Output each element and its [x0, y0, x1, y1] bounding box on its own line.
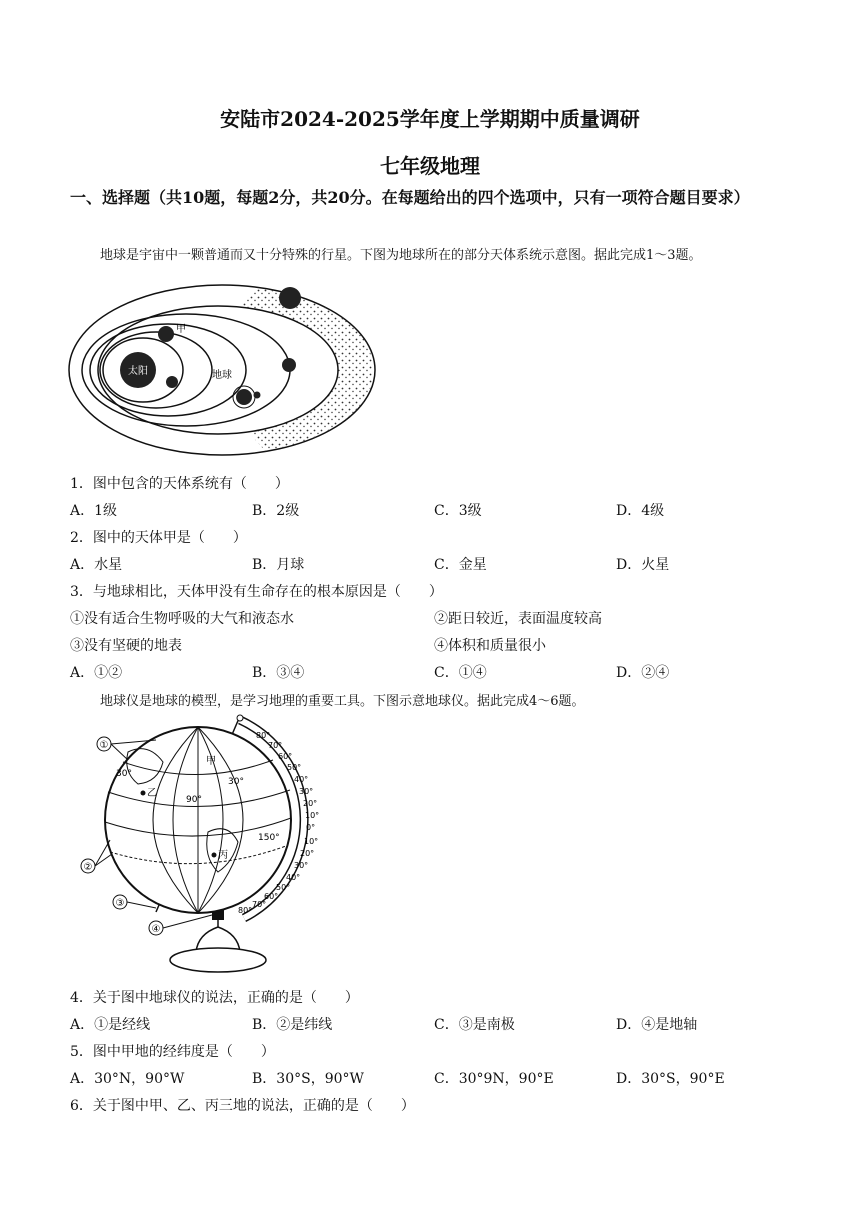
ring-tick-40: 40°	[294, 775, 309, 784]
option-a[interactable]: A．水星	[70, 557, 123, 573]
marker-3: ③	[115, 898, 125, 909]
ring-tick-30: 30°	[299, 787, 314, 796]
place-bing-label: 丙	[218, 850, 228, 861]
option-d[interactable]: D．②④	[616, 665, 670, 681]
option-b[interactable]: B．③④	[252, 665, 305, 681]
planet-outer-2	[279, 287, 301, 309]
earth-body	[236, 389, 252, 405]
option-c[interactable]: C．金星	[434, 557, 487, 573]
option-a[interactable]: A．1级	[70, 503, 118, 519]
page-subtitle: 七年级地理	[380, 154, 480, 178]
option-a[interactable]: A．①是经线	[70, 1017, 151, 1033]
marker-1: ①	[99, 740, 109, 751]
ring-tick-s30: 30°	[294, 861, 309, 870]
ring-tick-80: 80°	[256, 731, 271, 740]
ring-tick-s60: 60°	[264, 892, 279, 901]
degree-label-3: 150°	[258, 833, 280, 843]
place-jia-label: 甲	[206, 756, 216, 767]
solar-system-figure	[68, 282, 376, 458]
option-d[interactable]: D．火星	[616, 557, 670, 573]
option-a[interactable]: A．①②	[70, 665, 123, 681]
ring-tick-s50: 50°	[276, 883, 291, 892]
ring-tick-70: 70°	[268, 741, 283, 750]
ring-tick-s10: 10°	[304, 837, 319, 846]
place-yi-label: 乙	[147, 788, 157, 799]
earth-label: 地球	[212, 370, 232, 381]
degree-label-1: 30°	[116, 769, 132, 779]
question-1-options	[0, 500, 860, 520]
statement-1: ①没有适合生物呼吸的大气和液态水	[70, 611, 294, 627]
page-title: 安陆市2024-2025学年度上学期期中质量调研	[220, 107, 640, 131]
moon-body	[254, 392, 261, 399]
planet-jia-label: 甲	[176, 324, 186, 335]
ring-tick-20: 20°	[303, 799, 318, 808]
question-4-options	[0, 1014, 860, 1034]
ring-tick-s40: 40°	[286, 873, 301, 882]
planet-small	[166, 376, 178, 388]
option-d[interactable]: D．4级	[616, 503, 665, 519]
option-b[interactable]: B．月球	[252, 557, 305, 573]
question-3-statements-row-1	[0, 608, 860, 628]
question-5-options	[0, 1068, 860, 1088]
option-c[interactable]: C．③是南极	[434, 1017, 515, 1033]
statement-2: ②距日较近，表面温度较高	[434, 611, 602, 627]
question-2-stem: 2．图中的天体甲是（ ）	[70, 530, 247, 546]
option-b[interactable]: B．30°S，90°W	[252, 1071, 364, 1087]
planet-outer-1	[282, 358, 296, 372]
question-5-stem: 5．图中甲地的经纬度是（ ）	[70, 1044, 275, 1060]
question-3-stem: 3．与地球相比，天体甲没有生命存在的根本原因是（ ）	[70, 584, 443, 600]
question-2-options	[0, 554, 860, 574]
ring-tick-50: 50°	[287, 763, 302, 772]
ring-tick-60: 60°	[278, 752, 293, 761]
question-3-statements-row-2	[0, 635, 860, 655]
ring-tick-0: 0°	[306, 823, 316, 832]
option-b[interactable]: B．2级	[252, 503, 300, 519]
degree-label-2: 30°	[228, 777, 244, 787]
ring-tick-10: 10°	[305, 811, 320, 820]
option-c[interactable]: C．3级	[434, 503, 482, 519]
marker-2: ②	[83, 862, 93, 873]
planet-jia	[158, 326, 174, 342]
section-heading: 一、选择题（共10题，每题2分，共20分。在每题给出的四个选项中，只有一项符合题目要求）	[70, 188, 750, 207]
option-c[interactable]: C．30°9N，90°E	[434, 1071, 554, 1087]
sun-label: 太阳	[128, 366, 148, 377]
ring-tick-s70: 70°	[252, 900, 267, 909]
option-a[interactable]: A．30°N，90°W	[70, 1071, 185, 1087]
question-3-options	[0, 662, 860, 682]
statement-4: ④体积和质量很小	[434, 638, 546, 654]
degree-label-4: 90°	[186, 795, 202, 805]
globe-figure	[68, 712, 358, 978]
marker-4: ④	[151, 924, 161, 935]
ring-tick-s80: 80°	[238, 906, 253, 915]
intro-paragraph-1: 地球是宇宙中一颗普通而又十分特殊的行星。下图为地球所在的部分天体系统示意图。据此完成1～3题。	[100, 248, 702, 263]
question-1-stem: 1．图中包含的天体系统有（ ）	[70, 476, 289, 492]
intro-paragraph-2: 地球仪是地球的模型，是学习地理的重要工具。下图示意地球仪。据此完成4～6题。	[100, 694, 585, 709]
option-d[interactable]: D．30°S，90°E	[616, 1071, 725, 1087]
statement-3: ③没有坚硬的地表	[70, 638, 182, 654]
option-c[interactable]: C．①④	[434, 665, 487, 681]
question-6-stem: 6．关于图中甲、乙、丙三地的说法，正确的是（ ）	[70, 1098, 415, 1114]
option-b[interactable]: B．②是纬线	[252, 1017, 333, 1033]
option-d[interactable]: D．④是地轴	[616, 1017, 698, 1033]
ring-tick-s20: 20°	[300, 849, 315, 858]
question-4-stem: 4．关于图中地球仪的说法，正确的是（ ）	[70, 990, 359, 1006]
